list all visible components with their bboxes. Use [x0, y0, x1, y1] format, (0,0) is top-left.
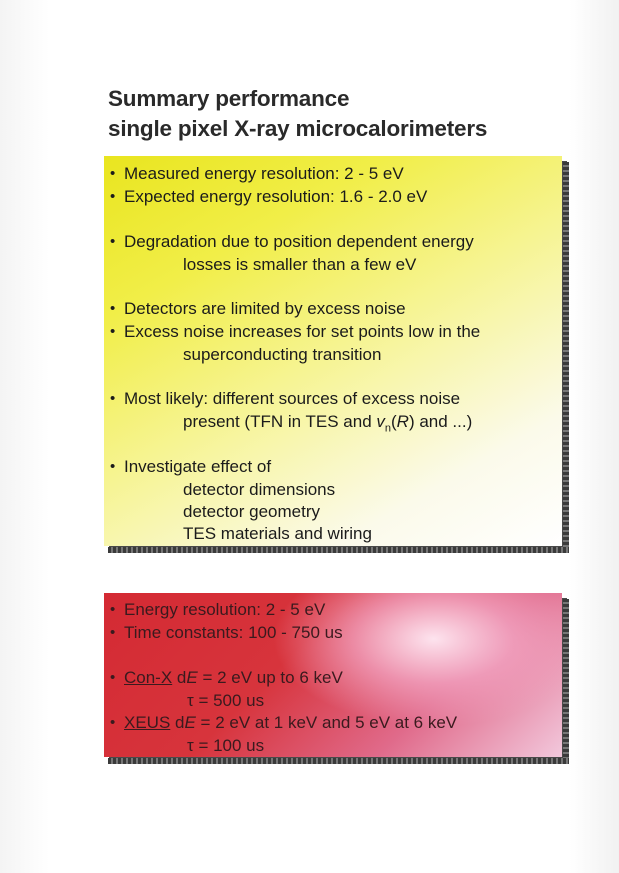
panel-shadow: [108, 547, 569, 553]
sub-item: TES materials and wiring: [183, 524, 372, 543]
bullet: •: [110, 624, 116, 641]
list-item: • Investigate effect of: [110, 457, 272, 476]
list-item: • Time constants: 100 - 750 us: [110, 623, 343, 642]
list-item: • Degradation due to position dependent energy: [110, 232, 474, 251]
conx-link: Con-X: [124, 668, 173, 687]
panel-shadow: [108, 758, 569, 764]
bullet: •: [110, 390, 116, 407]
bullet: •: [110, 669, 116, 686]
list-item-continuation: losses is smaller than a few eV: [183, 255, 417, 274]
title-line-2: single pixel X-ray microcalorimeters: [108, 116, 488, 141]
list-item: • Energy resolution: 2 - 5 eV: [110, 600, 326, 619]
bullet: •: [110, 601, 116, 618]
panel-shadow: [563, 599, 569, 764]
mission-panel-red: [104, 593, 562, 757]
list-item: • Excess noise increases for set points low in the: [110, 322, 481, 341]
list-item: • Measured energy resolution: 2 - 5 eV: [110, 164, 404, 183]
bullet: •: [110, 233, 116, 250]
list-item: • Most likely: different sources of excess noise: [110, 389, 461, 408]
bullet: •: [110, 714, 116, 731]
title-line-1: Summary performance: [108, 86, 350, 111]
xeus-tau: τ = 100 us: [187, 736, 265, 755]
list-item-conx: • Con-X dE = 2 eV up to 6 keV: [110, 668, 343, 687]
summary-panel-yellow: [104, 156, 562, 546]
list-item: • Detectors are limited by excess noise: [110, 299, 406, 318]
list-item-continuation: present (TFN in TES and $v_n(R)$ and ...): [183, 412, 473, 435]
bullet: •: [110, 300, 116, 317]
sub-item: detector geometry: [183, 502, 321, 521]
panel-shadow: [563, 162, 569, 553]
list-item: • Expected energy resolution: 1.6 - 2.0 eV: [110, 187, 428, 206]
conx-tau: τ = 500 us: [187, 691, 265, 710]
sub-item: detector dimensions: [183, 480, 336, 499]
bullet: •: [110, 323, 116, 340]
list-item-xeus: • XEUS dE = 2 eV at 1 keV and 5 eV at 6 keV: [110, 713, 458, 732]
page-title: [108, 84, 487, 144]
bullet: •: [110, 188, 116, 205]
xeus-link: XEUS: [124, 713, 171, 732]
list-item-continuation: superconducting transition: [183, 345, 382, 364]
bullet: •: [110, 458, 116, 475]
bullet: •: [110, 165, 116, 182]
